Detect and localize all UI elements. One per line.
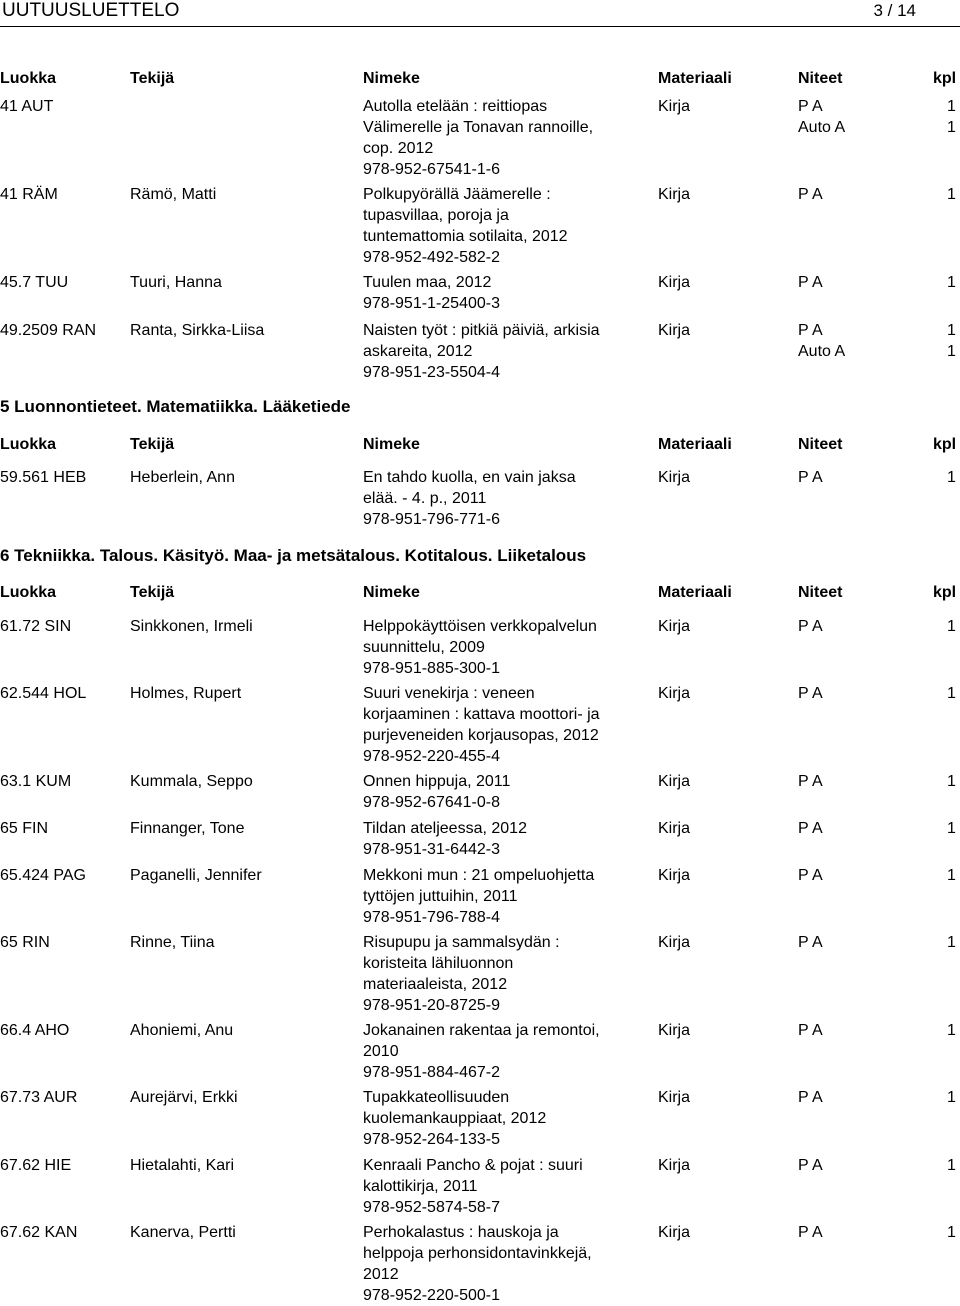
- entry-author: Ahoniemi, Anu: [130, 1022, 234, 1039]
- column-header-niteet: Niteet: [798, 70, 843, 87]
- entry-count: [947, 272, 959, 293]
- entry-count-line: 1: [947, 820, 956, 837]
- entry-title-line: 2010: [363, 1043, 399, 1060]
- entry-location-line: P A: [798, 98, 823, 115]
- column-header-materiaali: Materiaali: [658, 436, 732, 453]
- entry-material: Kirja: [658, 186, 691, 203]
- entry-title-line: 978-951-1-25400-3: [363, 295, 500, 312]
- entry-title-line: askareita, 2012: [363, 343, 473, 360]
- entry-title-line: Tupakkateollisuuden: [363, 1089, 510, 1106]
- entry-title-line: 978-952-264-133-5: [363, 1131, 500, 1148]
- entry-title: [363, 1155, 648, 1218]
- entry-copies-location: [798, 184, 908, 205]
- column-header-materiaali: Materiaali: [658, 584, 732, 601]
- entry-title-line: 978-951-885-300-1: [363, 660, 500, 677]
- section-heading: 5 Luonnontieteet. Matematiikka. Lääketiede: [0, 397, 351, 416]
- entry-title-line: Autolla etelään : reittiopas: [363, 98, 548, 115]
- entry-class-code: 41 RÄM: [0, 186, 58, 203]
- entry-author: Rinne, Tiina: [130, 934, 215, 951]
- entry-material: Kirja: [658, 1089, 691, 1106]
- entry-class-code: 65 FIN: [0, 820, 49, 837]
- entry-author: Finnanger, Tone: [130, 820, 245, 837]
- entry-location-line: P A: [798, 867, 823, 884]
- entry-title-line: kalottikirja, 2011: [363, 1178, 478, 1195]
- entry-title-line: 978-951-884-467-2: [363, 1064, 500, 1081]
- entry-title-line: Suuri venekirja : veneen: [363, 685, 535, 702]
- entry-count-line: 1: [947, 867, 956, 884]
- entry-location-line: P A: [798, 469, 823, 486]
- entry-count-line: 1: [947, 274, 956, 291]
- entry-count: [947, 1222, 959, 1243]
- entry-copies-location: [798, 272, 908, 293]
- entry-material: Kirja: [658, 322, 691, 339]
- entry-class-code: 65.424 PAG: [0, 867, 86, 884]
- column-header-tekija: Tekijä: [130, 584, 175, 601]
- entry-title: [363, 865, 648, 928]
- entry-count: [947, 683, 959, 704]
- entry-location-line: P A: [798, 1089, 823, 1106]
- entry-copies-location: [798, 865, 908, 886]
- entry-count: [947, 1087, 959, 1108]
- entry-author: Rämö, Matti: [130, 186, 217, 203]
- entry-material: Kirja: [658, 618, 691, 635]
- entry-title: [363, 1222, 648, 1306]
- entry-title-line: helppoja perhonsidontavinkkejä,: [363, 1245, 592, 1262]
- column-header-kpl: kpl: [933, 70, 957, 87]
- entry-location-line: P A: [798, 1022, 823, 1039]
- entry-title: [363, 320, 648, 383]
- entry-count: [947, 818, 959, 839]
- entry-title-line: materiaaleista, 2012: [363, 976, 508, 993]
- column-header-tekija: Tekijä: [130, 436, 175, 453]
- entry-copies-location: [798, 932, 908, 953]
- column-header-luokka: Luokka: [0, 70, 57, 87]
- entry-count-line: 1: [947, 186, 956, 203]
- entry-class-code: 62.544 HOL: [0, 685, 87, 702]
- entry-class-code: 66.4 AHO: [0, 1022, 70, 1039]
- entry-count-line: 1: [947, 469, 956, 486]
- header-divider: [0, 26, 960, 27]
- entry-title-line: 978-951-31-6442-3: [363, 841, 500, 858]
- entry-title: [363, 1087, 648, 1150]
- entry-title-line: cop. 2012: [363, 140, 434, 157]
- column-header-niteet: Niteet: [798, 584, 843, 601]
- entry-title: [363, 932, 648, 1016]
- entry-copies-location: [798, 616, 908, 637]
- column-header-row: [0, 582, 960, 604]
- entry-copies-location: [798, 818, 908, 839]
- entry-class-code: 45.7 TUU: [0, 274, 69, 291]
- column-header-row: [0, 68, 960, 90]
- entry-count-line: 1: [947, 1224, 956, 1241]
- entry-title-line: Tuulen maa, 2012: [363, 274, 492, 291]
- entry-copies-location: [798, 467, 908, 488]
- entry-material: Kirja: [658, 1022, 691, 1039]
- entry-count-line: 1: [947, 119, 956, 136]
- entry-author: Heberlein, Ann: [130, 469, 235, 486]
- column-header-luokka: Luokka: [0, 584, 57, 601]
- entry-copies-location: [798, 96, 908, 138]
- entry-count: [947, 865, 959, 886]
- entry-title-line: Välimerelle ja Tonavan rannoille,: [363, 119, 594, 136]
- entry-author: Hietalahti, Kari: [130, 1157, 235, 1174]
- entry-author: Aurejärvi, Erkki: [130, 1089, 238, 1106]
- entry-title-line: Mekkoni mun : 21 ompeluohjetta: [363, 867, 595, 884]
- entry-title: [363, 1020, 648, 1083]
- entry-class-code: 41 AUT: [0, 98, 54, 115]
- entry-location-line: Auto A: [798, 343, 846, 360]
- entry-title-line: purjeveneiden korjausopas, 2012: [363, 727, 599, 744]
- entry-material: Kirja: [658, 469, 691, 486]
- entry-title-line: 978-952-5874-58-7: [363, 1199, 500, 1216]
- entry-title-line: koristeita lähiluonnon: [363, 955, 514, 972]
- entry-title: [363, 818, 648, 860]
- column-header-nimeke: Nimeke: [363, 436, 420, 453]
- entry-title-line: Jokanainen rakentaa ja remontoi,: [363, 1022, 600, 1039]
- entry-count-line: 1: [947, 98, 956, 115]
- entry-title-line: 978-952-67641-0-8: [363, 794, 500, 811]
- column-header-nimeke: Nimeke: [363, 70, 420, 87]
- column-header-kpl: kpl: [933, 584, 957, 601]
- entry-title-line: 978-951-20-8725-9: [363, 997, 500, 1014]
- column-header-tekija: Tekijä: [130, 70, 175, 87]
- entry-copies-location: [798, 683, 908, 704]
- entry-title-line: 978-951-796-788-4: [363, 909, 500, 926]
- entry-count-line: 1: [947, 934, 956, 951]
- entry-count-line: 1: [947, 322, 956, 339]
- entry-title-line: kuolemankauppiaat, 2012: [363, 1110, 547, 1127]
- entry-copies-location: [798, 1020, 908, 1041]
- entry-author: Paganelli, Jennifer: [130, 867, 262, 884]
- entry-title-line: suunnittelu, 2009: [363, 639, 485, 656]
- entry-location-line: P A: [798, 773, 823, 790]
- entry-count: [947, 932, 959, 953]
- entry-count: [947, 467, 959, 488]
- entry-copies-location: [798, 1222, 908, 1243]
- entry-title-line: Perhokalastus : hauskoja ja: [363, 1224, 559, 1241]
- entry-copies-location: [798, 1087, 908, 1108]
- entry-author: Holmes, Rupert: [130, 685, 242, 702]
- entry-title-line: Kenraali Pancho & pojat : suuri: [363, 1157, 583, 1174]
- entry-location-line: Auto A: [798, 119, 846, 136]
- entry-class-code: 65 RIN: [0, 934, 50, 951]
- entry-location-line: P A: [798, 1224, 823, 1241]
- entry-location-line: P A: [798, 1157, 823, 1174]
- entry-title: [363, 184, 648, 268]
- page-number: 3 / 14: [873, 1, 916, 20]
- column-header-kpl: kpl: [933, 436, 957, 453]
- column-header-nimeke: Nimeke: [363, 584, 420, 601]
- entry-title: [363, 96, 648, 180]
- entry-class-code: 67.62 KAN: [0, 1224, 78, 1241]
- entry-count-line: 1: [947, 685, 956, 702]
- entry-location-line: P A: [798, 274, 823, 291]
- entry-title-line: 978-952-67541-1-6: [363, 161, 500, 178]
- entry-title-line: 2012: [363, 1266, 399, 1283]
- entry-title-line: 978-952-220-500-1: [363, 1287, 500, 1304]
- column-header-row: [0, 434, 960, 456]
- entry-location-line: P A: [798, 685, 823, 702]
- entry-title-line: Naisten työt : pitkiä päiviä, arkisia: [363, 322, 600, 339]
- entry-title: [363, 272, 648, 314]
- entry-class-code: 67.62 HIE: [0, 1157, 72, 1174]
- entry-class-code: 49.2509 RAN: [0, 322, 97, 339]
- entry-material: Kirja: [658, 867, 691, 884]
- entry-material: Kirja: [658, 773, 691, 790]
- entry-count-line: 1: [947, 1157, 956, 1174]
- entry-material: Kirja: [658, 685, 691, 702]
- entry-material: Kirja: [658, 934, 691, 951]
- entry-author: Kanerva, Pertti: [130, 1224, 236, 1241]
- entry-count-line: 1: [947, 1089, 956, 1106]
- entry-copies-location: [798, 1155, 908, 1176]
- entry-title-line: Onnen hippuja, 2011: [363, 773, 511, 790]
- entry-author: Kummala, Seppo: [130, 773, 253, 790]
- entry-material: Kirja: [658, 1157, 691, 1174]
- entry-title: [363, 771, 648, 813]
- entry-material: Kirja: [658, 1224, 691, 1241]
- entry-location-line: P A: [798, 820, 823, 837]
- column-header-luokka: Luokka: [0, 436, 57, 453]
- entry-class-code: 67.73 AUR: [0, 1089, 78, 1106]
- entry-count: [947, 96, 959, 138]
- entry-material: Kirja: [658, 98, 691, 115]
- entry-class-code: 61.72 SIN: [0, 618, 72, 635]
- entry-class-code: 59.561 HEB: [0, 469, 87, 486]
- document-title: UUTUUSLUETTELO: [2, 0, 180, 21]
- entry-author: Tuuri, Hanna: [130, 274, 222, 291]
- entry-class-code: 63.1 KUM: [0, 773, 72, 790]
- entry-count-line: 1: [947, 773, 956, 790]
- entry-count: [947, 1155, 959, 1176]
- entry-copies-location: [798, 320, 908, 362]
- entry-title-line: 978-952-220-455-4: [363, 748, 500, 765]
- entry-title-line: 978-952-492-582-2: [363, 249, 500, 266]
- entry-title-line: tuntemattomia sotilaita, 2012: [363, 228, 568, 245]
- entry-material: Kirja: [658, 820, 691, 837]
- entry-title-line: En tahdo kuolla, en vain jaksa: [363, 469, 576, 486]
- entry-title: [363, 683, 648, 767]
- entry-count: [947, 320, 959, 362]
- entry-author: Sinkkonen, Irmeli: [130, 618, 253, 635]
- entry-title-line: 978-951-23-5504-4: [363, 364, 500, 381]
- entry-title-line: 978-951-796-771-6: [363, 511, 500, 528]
- entry-title-line: Tildan ateljeessa, 2012: [363, 820, 527, 837]
- page-header: [0, 0, 960, 22]
- entry-title-line: Risupupu ja sammalsydän :: [363, 934, 560, 951]
- entry-location-line: P A: [798, 934, 823, 951]
- entry-count-line: 1: [947, 1022, 956, 1039]
- entry-title-line: tyttöjen juttuihin, 2011: [363, 888, 518, 905]
- entry-material: Kirja: [658, 274, 691, 291]
- section-heading: 6 Tekniikka. Talous. Käsityö. Maa- ja metsätalous. Kotitalous. Liiketalous: [0, 546, 587, 565]
- entry-count: [947, 1020, 959, 1041]
- entry-location-line: P A: [798, 186, 823, 203]
- entry-title: [363, 616, 648, 679]
- entry-title: [363, 467, 648, 530]
- entry-title-line: korjaaminen : kattava moottori- ja: [363, 706, 600, 723]
- entry-title-line: elää. - 4. p., 2011: [363, 490, 487, 507]
- entry-count-line: 1: [947, 618, 956, 635]
- column-header-materiaali: Materiaali: [658, 70, 732, 87]
- entry-title-line: Polkupyörällä Jäämerelle :: [363, 186, 551, 203]
- entry-copies-location: [798, 771, 908, 792]
- entry-count-line: 1: [947, 343, 956, 360]
- entry-location-line: P A: [798, 322, 823, 339]
- entry-title-line: Helppokäyttöisen verkkopalvelun: [363, 618, 597, 635]
- entry-count: [947, 616, 959, 637]
- entry-title-line: tupasvillaa, poroja ja: [363, 207, 509, 224]
- entry-count: [947, 771, 959, 792]
- entry-count: [947, 184, 959, 205]
- entry-author: Ranta, Sirkka-Liisa: [130, 322, 265, 339]
- column-header-niteet: Niteet: [798, 436, 843, 453]
- entry-location-line: P A: [798, 618, 823, 635]
